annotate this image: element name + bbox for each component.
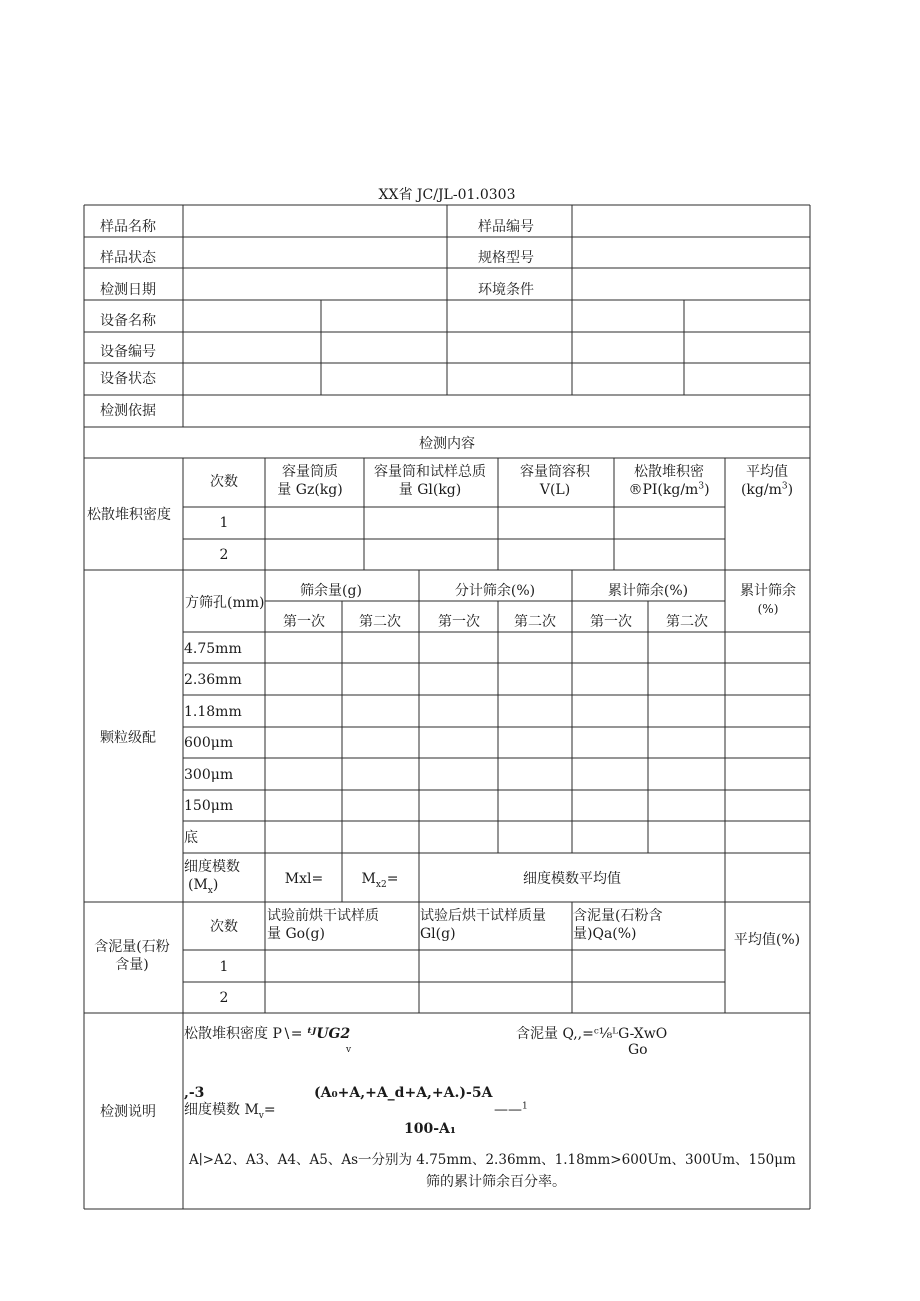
bulk-gl-header: 容量筒和试样总质 量 Gl(kg) <box>374 464 486 498</box>
sample-state-label: 样品状态 <box>100 250 156 266</box>
notes-section-label: 检测说明 <box>100 1104 156 1120</box>
grading-section-label: 颗粒级配 <box>100 730 156 746</box>
sieve-size: 2.36mm <box>184 672 242 688</box>
mud-row-2: 2 <box>219 990 229 1006</box>
equip-name-label: 设备名称 <box>100 313 156 329</box>
bulk-rho-header: 松散堆积密 $®PI(kg/m^3)$ <box>628 464 710 498</box>
fineness-avg-label: 细度模数平均值 <box>523 871 621 887</box>
explain-line-2: 筛的累计筛余百分率。 <box>426 1174 566 1190</box>
sieve-header: 方筛孔(mm) <box>185 595 265 611</box>
partial-first: 第一次 <box>438 614 480 630</box>
bulk-v-header: 容量筒容积 V(L) <box>520 464 590 498</box>
residue-second: 第二次 <box>359 614 401 630</box>
sieve-size: 4.75mm <box>184 641 242 657</box>
mud-formula-denominator: Go <box>628 1042 648 1058</box>
bulk-count-header: 次数 <box>210 474 238 490</box>
fineness-label: 细度模数 $(M_x)$ <box>184 859 240 896</box>
bulk-row-2: 2 <box>219 547 229 563</box>
mud-section-label: 含泥量(石粉 含量) <box>94 939 170 973</box>
fm-numerator: (A₀+A,+A_d+A,+A.)-5A <box>314 1085 493 1101</box>
test-basis-label: 检测依据 <box>100 403 156 419</box>
equip-no-label: 设备编号 <box>100 344 156 360</box>
bulk-formula-denominator: v <box>346 1045 352 1055</box>
bulk-formula: 松散堆积密度 P∖= ᵗᴶUG2 <box>184 1026 351 1042</box>
env-condition-label: 环境条件 <box>478 282 534 298</box>
partial-header: 分计筛余(%) <box>454 583 536 599</box>
residue-first: 第一次 <box>283 614 325 630</box>
sample-no-label: 样品编号 <box>478 219 534 235</box>
fm-fraction-bar: ——$^1$ <box>494 1101 528 1118</box>
bulk-avg-header: 平均值 $(kg/m^3)$ <box>740 464 794 498</box>
sieve-size: 300μm <box>184 767 234 783</box>
mud-row-1: 1 <box>219 959 229 975</box>
bulk-gz-header: 容量筒质 量 Gz(kg) <box>277 464 343 498</box>
content-title: 检测内容 <box>419 436 475 452</box>
fm-label: 细度模数 $M_v=$ <box>184 1102 276 1121</box>
cumulative-second: 第二次 <box>666 614 708 630</box>
bulk-row-1: 1 <box>219 515 229 531</box>
residue-header: 筛余量(g) <box>300 583 362 599</box>
explain-line-1: A∣>A2、A3、A4、A5、As一分别为 4.75mm、2.36mm、1.18mm>600Um、300Um、150μm <box>189 1152 796 1168</box>
partial-second: 第二次 <box>514 614 556 630</box>
mud-qa-header: 含泥量(石粉含 量)Qa(%) <box>573 908 663 942</box>
sieve-size: 1.18mm <box>184 704 242 720</box>
mx2-label: $M_{x2}=$ <box>361 871 399 890</box>
mx1-label: Mxl= <box>284 871 324 887</box>
spec-model-label: 规格型号 <box>478 250 534 266</box>
sample-name-label: 样品名称 <box>100 219 156 235</box>
cumulative-header: 累计筛余(%) <box>607 583 689 599</box>
mud-after-header: 试验后烘干试样质量 Gl(g) <box>420 908 546 942</box>
fm-denominator: 100-A₁ <box>404 1121 457 1137</box>
bulk-section-label: 松散堆积密度 <box>87 507 171 523</box>
fm-left-term: ,-3 <box>184 1085 205 1101</box>
sieve-size: 150μm <box>184 798 234 814</box>
cumulative-first: 第一次 <box>590 614 632 630</box>
equip-state-label: 设备状态 <box>100 371 156 387</box>
sieve-size: 底 <box>184 830 198 846</box>
test-date-label: 检测日期 <box>100 282 156 298</box>
mud-avg-header: 平均值(%) <box>733 932 801 948</box>
cum-avg-header: 累计筛余 (%) <box>740 583 796 616</box>
mud-count-header: 次数 <box>210 919 238 935</box>
form-code: XX省 JC/JL-01.0303 <box>378 187 516 203</box>
mud-formula: 含泥量 Q,,=ᶜ¹⁄₈ᴸG-XwO <box>516 1026 668 1042</box>
mud-before-header: 试验前烘干试样质 量 Go(g) <box>267 908 379 942</box>
sieve-size: 600μm <box>184 735 234 751</box>
